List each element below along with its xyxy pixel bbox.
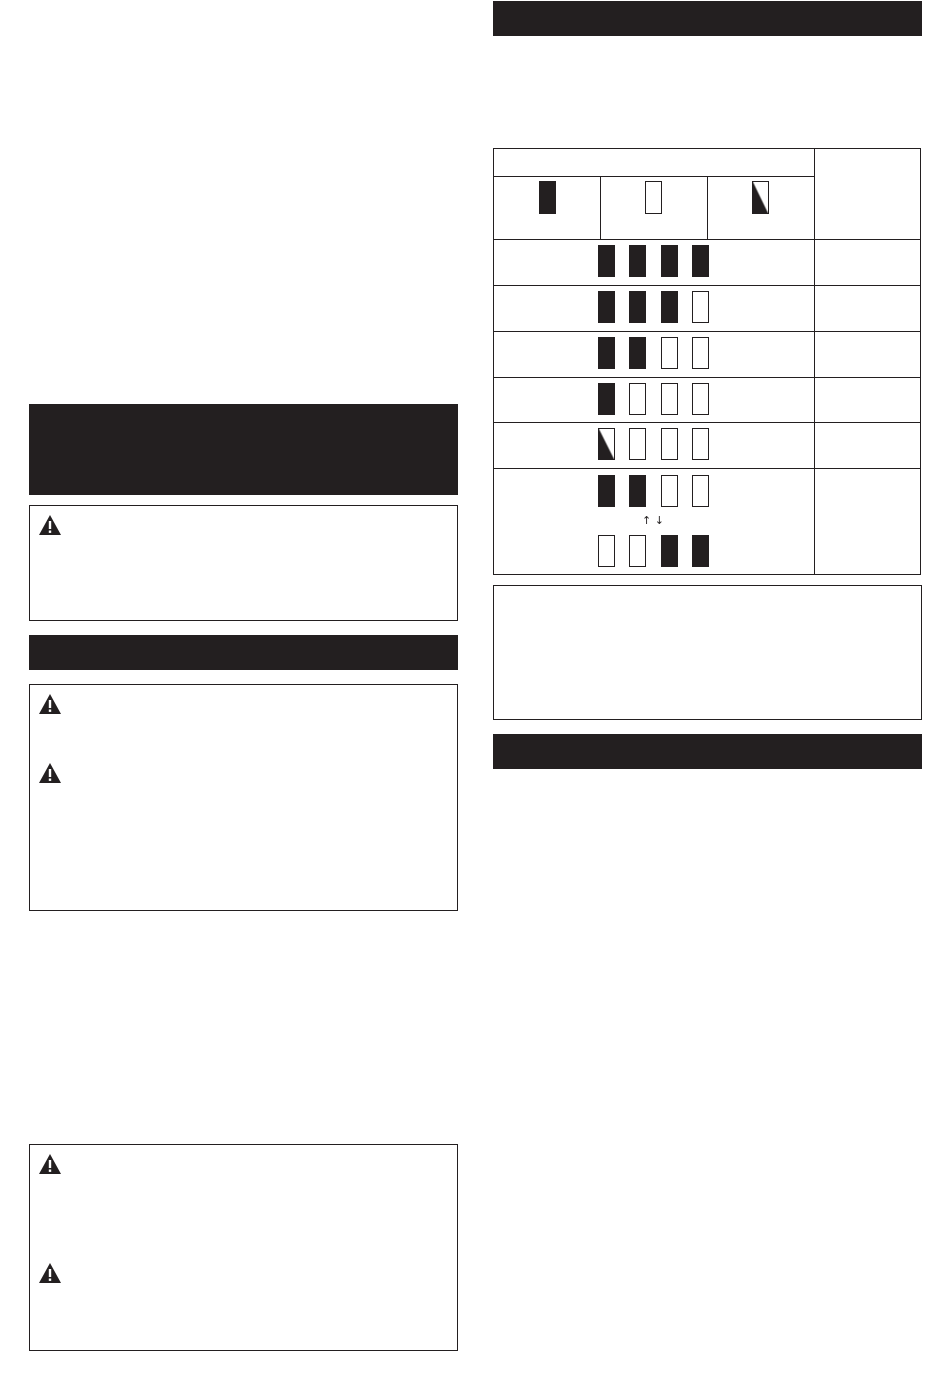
indicator-lamp-on (598, 383, 615, 415)
indicator-lamp-on (692, 245, 709, 277)
indicator-lamp-on (661, 535, 678, 567)
indicator-lamp-on (692, 535, 709, 567)
legend-lamp-off (645, 181, 662, 214)
indicator-lamp-on (598, 291, 615, 323)
table-divider (494, 377, 920, 378)
indicator-lamp-off (661, 428, 678, 460)
table-divider (600, 176, 601, 239)
table-divider (814, 149, 815, 574)
legend-lamp-on (539, 181, 556, 214)
indicator-lamp-off (692, 291, 709, 323)
table-divider (494, 285, 920, 286)
indicator-lamp-off (692, 383, 709, 415)
indicator-lamp-off (661, 383, 678, 415)
warning-box (29, 684, 458, 911)
indicator-lamp-off (629, 428, 646, 460)
indicator-lamp-blink (598, 428, 615, 460)
note-box (493, 585, 922, 720)
indicator-lamp-on (661, 245, 678, 277)
indicator-lamp-off (692, 337, 709, 369)
indicator-lamp-off (692, 475, 709, 507)
table-divider (494, 239, 920, 240)
warning-triangle-icon (38, 762, 62, 784)
warning-box (29, 1144, 458, 1351)
indicator-lamp-off (629, 535, 646, 567)
warning-triangle-icon (38, 514, 62, 536)
indicator-lamp-on (629, 475, 646, 507)
section-header-bar (29, 404, 458, 495)
warning-triangle-icon (38, 1262, 62, 1284)
table-divider (494, 468, 920, 469)
battery-indicator-table (493, 148, 921, 575)
warning-triangle-icon (38, 693, 62, 715)
section-header-bar (29, 635, 458, 670)
section-header-bar (493, 734, 922, 769)
indicator-lamp-on (598, 475, 615, 507)
indicator-lamp-on (629, 337, 646, 369)
table-divider (494, 176, 814, 177)
indicator-lamp-off (629, 383, 646, 415)
indicator-lamp-on (598, 245, 615, 277)
legend-lamp-blinking (752, 181, 769, 214)
indicator-lamp-off (661, 475, 678, 507)
indicator-lamp-off (598, 535, 615, 567)
warning-triangle-icon (38, 1153, 62, 1175)
alternating-arrows: ↑ ↓ (642, 514, 664, 527)
table-divider (494, 331, 920, 332)
section-header-bar (493, 1, 922, 36)
indicator-lamp-on (661, 291, 678, 323)
indicator-lamp-on (629, 245, 646, 277)
indicator-lamp-off (661, 337, 678, 369)
indicator-lamp-on (598, 337, 615, 369)
table-divider (707, 176, 708, 239)
table-divider (494, 422, 920, 423)
caution-box (29, 505, 458, 621)
indicator-lamp-off (692, 428, 709, 460)
indicator-lamp-on (629, 291, 646, 323)
